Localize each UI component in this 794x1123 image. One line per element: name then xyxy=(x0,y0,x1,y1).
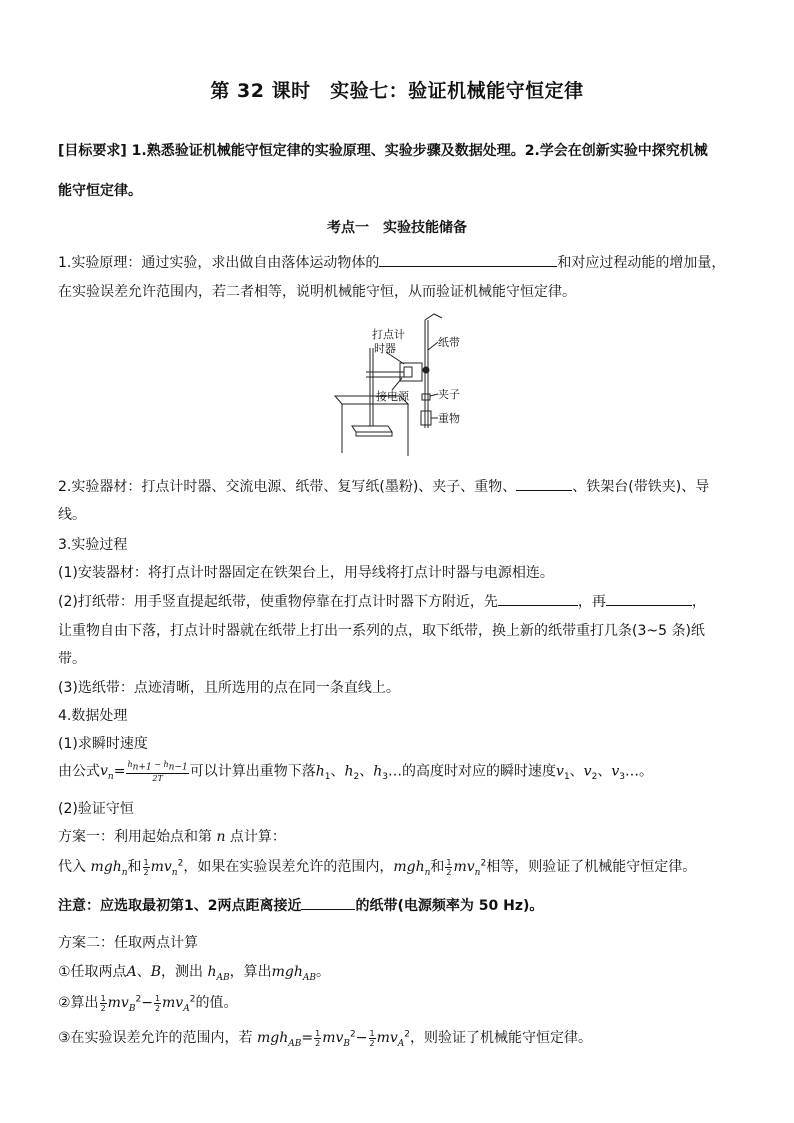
process-step-2 xyxy=(58,591,706,611)
plan-one-b: 点计算： xyxy=(229,829,286,845)
page-title: 第 32 课时 实验七：验证机械能守恒定律 xyxy=(210,80,584,102)
process-step-1: (1)安装器材：将打点计时器固定在铁架台上，用导线将打点计时器与电源相连。 xyxy=(58,565,554,581)
c3-a: ③在实验误差允许的范围内，若 xyxy=(58,1030,253,1046)
label-clip: 夹子 xyxy=(438,388,460,401)
formula-tail: 的高度时对应的瞬时速度 xyxy=(402,763,557,780)
principle-text-b: 和对应过程动能的增加量， xyxy=(557,255,726,271)
label-tape: 纸带 xyxy=(438,336,460,349)
note-b: 的纸带(电源频率为 50 Hz)。 xyxy=(355,898,544,914)
sub-e: 相等，则验证了机械能守恒定律。 xyxy=(486,859,697,875)
c3-b: ，则验证了机械能守恒定律。 xyxy=(410,1030,593,1046)
process-step-2-c: ， xyxy=(691,594,706,610)
principle-text-a: 1.实验原理：通过实验，求出做自由落体运动物体的 xyxy=(58,255,380,271)
note-line xyxy=(58,895,543,915)
goal-text-1: 1.熟悉验证机械能守恒定律的实验原理、实验步骤及数据处理。2.学会在创新实验中探究机械 xyxy=(131,143,708,159)
process-step-2-line-2: 让重物自由下落，打点计时器就在纸带上打出一系列的点，取下纸带，换上新的纸带重打几条(3~5 条)纸 xyxy=(58,623,705,639)
sub-d: 和 xyxy=(430,859,445,875)
c1-a: ①任取两点 xyxy=(58,964,127,980)
process-heading: 3.实验过程 xyxy=(58,537,128,553)
formula-pre: 由公式 xyxy=(58,763,100,780)
blank-fill-1[interactable] xyxy=(379,254,557,267)
c2-b: 的值。 xyxy=(195,995,238,1011)
goal-tag: [目标要求] xyxy=(58,143,127,159)
process-step-2-a: (2)打纸带：用手竖直提起纸带，使重物停靠在打点计时器下方附近，先 xyxy=(58,594,498,610)
equipment-line-1 xyxy=(58,476,709,496)
c2-a: ②算出 xyxy=(58,995,99,1011)
blank-fill-2[interactable] xyxy=(516,478,572,491)
equipment-text-b: 、铁架台(带铁夹)、导 xyxy=(572,479,710,495)
sub-b: 和 xyxy=(127,859,142,875)
blank-fill-4[interactable] xyxy=(606,593,692,606)
data-heading: 4.数据处理 xyxy=(58,708,128,724)
sub-c: ，如果在实验误差允许的范围内， xyxy=(183,859,394,875)
plan-two-step-1: ①任取两点A、B，测出 $h_{AB}$，算出mgh$_{AB}$。 xyxy=(58,964,330,983)
principle-line-2: 在实验误差允许范围内，若二者相等，说明机械能守恒，从而验证机械能守恒定律。 xyxy=(58,284,576,300)
substitution-line: 代入 mgh$_n$和 $\frac{1}{2}$ $mv_n^2$，如果在实验误差允许的范围内，mgh$_n$和 $\frac{1}{2}$ $mv_n^2$相等，则验证了机械能守恒定律。 xyxy=(58,857,697,878)
equipment-text-a: 2.实验器材：打点计时器、交流电源、纸带、复写纸(墨粉)、夹子、重物、 xyxy=(58,479,517,495)
plan-two-step-2: ②算出 $\frac{1}{2}$ $mv_B^2-$ $\frac{1}{2}$ $mv_A^2$的值。 xyxy=(58,993,238,1014)
plan-two-step-3: ③在实验误差允许的范围内，若 mgh$_{AB}$= $\frac{1}{2}$ $mv_B^2-$ $\frac{1}{2}$ $mv_A^2$，则验证了机械能守恒定律。 xyxy=(58,1028,593,1049)
formula-line: 由公式$v_n=$ $\frac{h_{n+1} - h_{n-1}}{2T}$ 可以计算出重物下落$h_1$、$h_2$、$h_3\dots$的高度时对应的瞬时速度$v_1$、$v_2$、$v_3\dots$。 xyxy=(58,760,653,783)
c1-b: ，测出 xyxy=(160,964,203,980)
label-power: 接电源 xyxy=(376,390,409,403)
blank-fill-3[interactable] xyxy=(498,593,578,606)
process-step-3: (3)选纸带：点迹清晰，且所选用的点在同一条直线上。 xyxy=(58,680,400,696)
velocity-fraction: $\frac{h_{n+1} - h_{n-1}}{2T}$ xyxy=(127,760,188,783)
sub-a: 代入 xyxy=(58,859,86,875)
apparatus-figure xyxy=(330,308,470,468)
plan-two: 方案二：任取两点计算 xyxy=(58,935,198,951)
process-step-2-line-3: 带。 xyxy=(58,651,86,667)
note-a: 注意：应选取最初第1、2两点距离接近 xyxy=(58,898,302,914)
label-timer-1: 打点计 xyxy=(372,328,405,341)
principle-line-1 xyxy=(58,252,725,272)
goal-text-2: 能守恒定律。 xyxy=(58,183,142,199)
c1-d: 。 xyxy=(315,964,330,980)
c1-c: ，算出 xyxy=(229,964,272,980)
label-weight: 重物 xyxy=(438,412,460,425)
plan-one: 方案一：利用起始点和第 n 点计算： xyxy=(58,829,286,845)
process-step-2-b: ，再 xyxy=(577,594,606,610)
label-timer-2: 时器 xyxy=(374,342,396,355)
equipment-line-2: 线。 xyxy=(58,507,86,523)
formula-post: 可以计算出重物下落 xyxy=(189,763,316,780)
plan-one-a: 方案一：利用起始点和第 xyxy=(58,829,212,845)
data-step-1: (1)求瞬时速度 xyxy=(58,736,148,752)
blank-fill-5[interactable] xyxy=(301,897,355,910)
goal-line-1 xyxy=(58,140,708,160)
data-step-2: (2)验证守恒 xyxy=(58,801,134,817)
section-heading: 考点一 实验技能储备 xyxy=(327,220,467,236)
